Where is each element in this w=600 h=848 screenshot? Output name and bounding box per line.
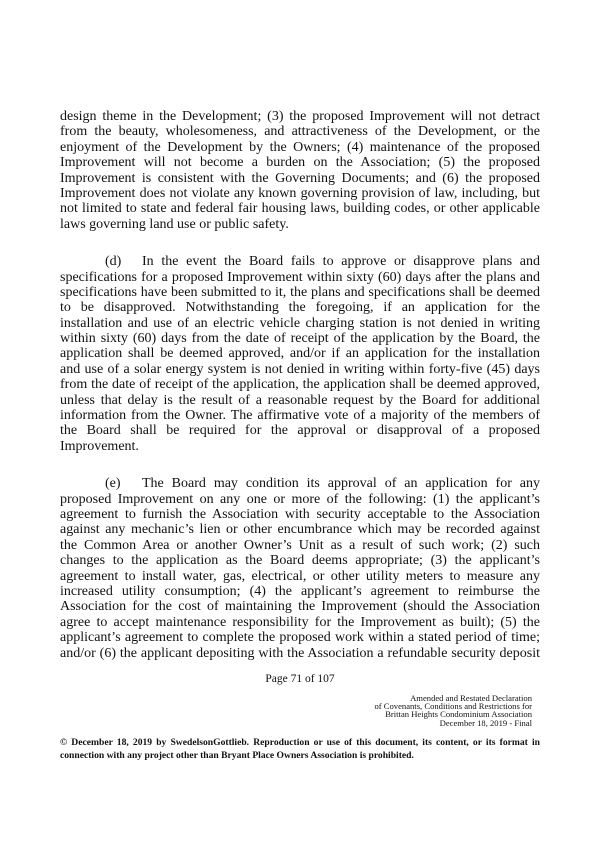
line-text: specifications have been submitted to it, the plans and specifications shall be deemed [60, 284, 540, 300]
text-line [60, 439, 540, 454]
line-text: the Common Area or another Owner’s Unit as a result of such work; (2) such [60, 537, 540, 553]
text-line [60, 316, 540, 331]
line-text: increased utility consumption; (4) the applicant’s agreement to reimburse the [60, 583, 540, 599]
text-line [60, 140, 540, 155]
text-line [60, 201, 540, 216]
text-line [60, 507, 540, 522]
copyright-line: © December 18, 2019 by SwedelsonGottlieb. Reproduction or use of this document, its content, or its format in [60, 737, 540, 748]
paragraph [60, 254, 540, 454]
line-text: application shall be deemed approved, and/or if an application for the installation [60, 346, 540, 362]
line-text: specifications for a proposed Improvement within sixty (60) days after the plans and [60, 269, 540, 285]
line-text: agreement to furnish the Association with security acceptable to the Association [60, 506, 540, 522]
text-line [60, 393, 540, 408]
paragraph-label: (e) [105, 476, 121, 492]
line-text: laws governing land use or public safety. [60, 216, 289, 232]
text-line [60, 171, 540, 186]
text-line [60, 270, 540, 285]
line-text: agreement to install water, gas, electrical, or other utility meters to measure any [60, 568, 540, 584]
page-number: Page 71 of 107 [265, 673, 335, 685]
line-text: Association for the cost of maintaining the Improvement (should the Association [60, 599, 540, 615]
line-text: In the event the Board fails to approve or disapprove plans and [142, 254, 540, 270]
text-line [60, 630, 540, 645]
text-line [60, 109, 540, 124]
line-text: the Board shall be required for the approval or disapproval of a proposed [60, 423, 540, 439]
line-text: proposed Improvement on any one or more of the following: (1) the applicant’s [60, 491, 540, 507]
text-line [60, 362, 540, 377]
footer-line: of Covenants, Conditions and Restrictions for [374, 701, 532, 712]
text-line [60, 646, 540, 661]
line-text: not limited to state and federal fair housing laws, building codes, or other applicable [60, 201, 540, 217]
line-text: from the beauty, wholesomeness, and attractiveness of the Development, or the [60, 124, 540, 140]
text-line [60, 285, 540, 300]
text-line [60, 124, 540, 139]
text-line [60, 492, 540, 507]
line-text: design theme in the Development; (3) the proposed Improvement will not detract [60, 109, 540, 124]
line-text: against any mechanic’s lien or other encumbrance which may be recorded against [60, 522, 540, 538]
text-line [60, 331, 540, 346]
document-body [60, 109, 540, 661]
line-text: and/or (6) the applicant depositing with the Association a refundable security deposit [60, 645, 540, 661]
line-text: Improvement will not become a burden on the Association; (5) the proposed [60, 155, 540, 171]
line-text: and use of a solar energy system is not denied in writing within forty-five (45) days [60, 361, 540, 377]
text-line [60, 186, 540, 201]
copyright-line: connection with any project other than Bryant Place Owners Association is prohibited. [60, 749, 414, 761]
paragraph [60, 109, 540, 232]
text-line [60, 217, 540, 232]
text-line [60, 155, 540, 170]
text-line [60, 377, 540, 392]
line-text: The Board may condition its approval of an application for any [142, 476, 540, 492]
copyright-notice [60, 737, 540, 762]
line-text: information from the Owner. The affirmative vote of a majority of the members of [60, 408, 540, 424]
text-line [60, 522, 540, 537]
text-line [60, 599, 540, 614]
paragraph-label: (d) [105, 254, 122, 270]
paragraph [60, 476, 540, 661]
line-text: installation and use of an electric vehicle charging station is not denied in writing [60, 315, 540, 331]
line-text: Improvement is consistent with the Governing Documents; and (6) the proposed [60, 170, 540, 186]
line-text: Improvement does not violate any known governing provision of law, including, but [60, 185, 540, 201]
line-text: agree to accept maintenance responsibility for the Improvement as built); (5) the [60, 614, 540, 630]
text-line [60, 584, 540, 599]
text-line [60, 538, 540, 553]
text-line [60, 346, 540, 361]
text-line [60, 569, 540, 584]
line-text: from the date of receipt of the application, the application shall be deemed approved, [60, 377, 540, 393]
text-line [60, 476, 540, 491]
text-line [60, 300, 540, 315]
line-text: unless that delay is the result of a reasonable request by the Board for additional [60, 392, 540, 408]
line-text: to be disapproved. Notwithstanding the foregoing, if an application for the [60, 300, 540, 316]
line-text: changes to the application as the Board deems appropriate; (3) the applicant’s [60, 553, 540, 569]
text-line [60, 254, 540, 269]
line-text: within sixty (60) days from the date of receipt of the application by the Board, the [60, 331, 540, 347]
line-text: applicant’s agreement to complete the proposed work within a stated period of time; [60, 630, 540, 646]
text-line [60, 408, 540, 423]
line-text: Improvement. [60, 438, 139, 454]
footer-line: Brittan Heights Condominium Association [385, 709, 532, 720]
document-footer [374, 694, 532, 727]
text-line [60, 423, 540, 438]
line-text: enjoyment of the Development by the Owners; (4) maintenance of the proposed [60, 139, 540, 155]
text-line [60, 553, 540, 568]
footer-line: Amended and Restated Declaration [410, 693, 532, 703]
footer-line: December 18, 2019 - Final [439, 717, 532, 728]
text-line [60, 615, 540, 630]
